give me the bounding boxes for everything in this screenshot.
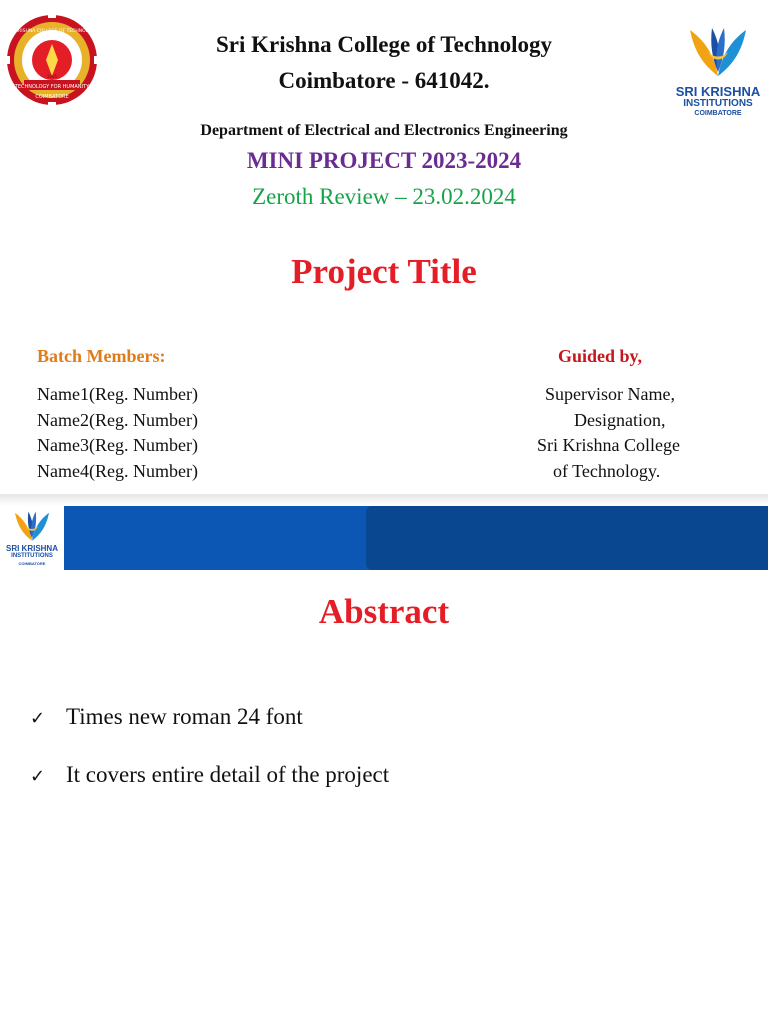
checkmark-icon: ✓ [30,708,46,729]
banner-logo-line1: SRI KRISHNA [5,544,58,553]
project-title: Project Title [291,252,477,291]
seal-ring-text: SRI KRISHNA COLLEGE OF TECHNOLOGY [6,29,98,34]
batch-member: Name4(Reg. Number) [37,461,198,481]
abstract-heading: Abstract [318,592,450,631]
batch-member: Name2(Reg. Number) [37,410,198,430]
slide-banner [0,494,768,580]
mini-project-heading: MINI PROJECT 2023-2024 [246,148,522,173]
seal-motto: TECHNOLOGY FOR HUMANITY [14,84,90,90]
checkmark-icon: ✓ [30,766,46,787]
abstract-bullet [30,762,389,788]
guided-by-heading: Guided by, [558,346,643,366]
banner-logo-line3: COIMBATORE [18,561,46,566]
abstract-bullet-text: It covers entire detail of the project [66,762,390,787]
institutions-logo-line3: COIMBATORE [694,110,742,117]
banner-shadow [0,494,768,506]
seal-year: 1985 [46,74,58,79]
college-city: Coimbatore - 641042. [278,68,490,93]
guide-line: of Technology. [553,461,661,481]
banner-dark-panel [366,506,768,570]
banner-institutions-logo [0,506,64,570]
abstract-bullet [30,704,303,730]
department-name: Department of Electrical and Electronics Engineering [200,122,568,139]
batch-members-heading: Batch Members: [37,346,166,366]
guide-line: Supervisor Name, [545,384,675,404]
guide-line: Designation, [574,410,666,430]
banner-logo-line2: INSTITUTIONS [11,553,53,559]
batch-member: Name1(Reg. Number) [37,384,198,404]
guide-line: Sri Krishna College [537,435,680,455]
abstract-bullet-text: Times new roman 24 font [66,704,303,729]
institutions-logo-line2: INSTITUTIONS [683,98,753,109]
college-name: Sri Krishna College of Technology [215,32,553,57]
seal-city: COIMBATORE [35,94,69,100]
institutions-logo-line1: SRI KRISHNA [675,84,761,99]
batch-member: Name3(Reg. Number) [37,435,198,455]
review-date: Zeroth Review – 23.02.2024 [252,184,516,209]
